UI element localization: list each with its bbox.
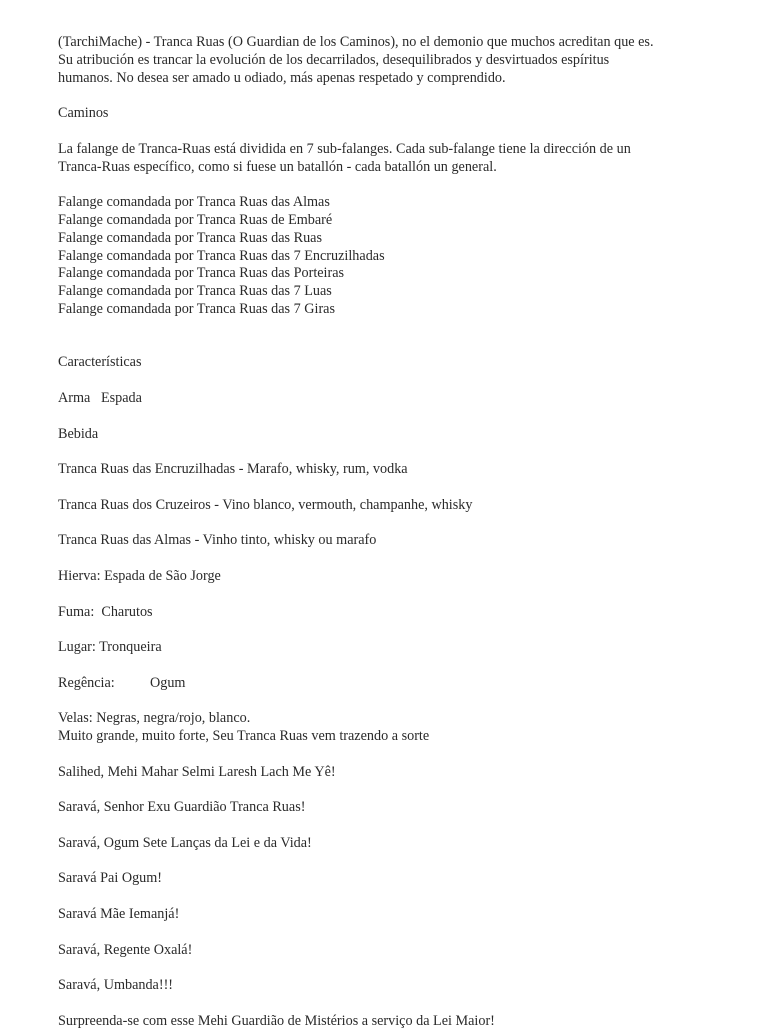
fuma-line: Fuma: Charutos [58, 603, 153, 620]
intro-line: (TarchiMache) - Tranca Ruas (O Guardian de los Caminos), no el demonio que muchos acreditan que es. [58, 34, 654, 50]
falange-list [58, 194, 738, 319]
bebida-heading: Bebida [58, 425, 99, 442]
regencia-line [58, 675, 738, 693]
velas-line: Velas: Negras, negra/rojo, blanco. [58, 710, 251, 727]
arma-line: Arma Espada [58, 389, 142, 406]
intro-paragraph [58, 34, 738, 87]
caminos-description-line: Tranca-Ruas específico, como si fuese un batallón - cada batallón un general. [58, 158, 497, 175]
bebida-item: Tranca Ruas das Almas - Vinho tinto, whisky ou marafo [58, 532, 377, 549]
bebida-item: Tranca Ruas das Encruzilhadas - Marafo, whisky, rum, vodka [58, 461, 408, 478]
falange-item: Falange comandada por Tranca Ruas das Almas [58, 194, 330, 211]
saludo-line: Surpreenda-se com esse Mehi Guardião de Mistérios a serviço da Lei Maior! [58, 1012, 495, 1029]
falange-item: Falange comandada por Tranca Ruas das 7 Luas [58, 283, 332, 300]
hierva-line: Hierva: Espada de São Jorge [58, 567, 221, 584]
falange-item: Falange comandada por Tranca Ruas das Ruas [58, 229, 322, 246]
intro-line: Su atribución es trancar la evolución de los decarrilados, desequilibrados y desvirtuados espíritus [58, 51, 610, 68]
saludo-line: Saravá Mãe Iemanjá! [58, 906, 180, 923]
regencia-value: Ogum [150, 674, 186, 691]
caminos-description [58, 141, 738, 177]
saludo-line: Saravá, Ogum Sete Lanças da Lei e da Vida! [58, 834, 312, 851]
falange-item: Falange comandada por Tranca Ruas das Porteiras [58, 265, 345, 282]
falange-item: Falange comandada por Tranca Ruas das 7 Encruzilhadas [58, 247, 385, 264]
caracteristicas-heading: Características [58, 354, 142, 371]
velas-extra-line: Muito grande, muito forte, Seu Tranca Ruas vem trazendo a sorte [58, 728, 430, 745]
caminos-heading: Caminos [58, 105, 109, 122]
intro-line: humanos. No desea ser amado u odiado, más apenas respetado y comprendido. [58, 69, 506, 86]
saludo-line: Salihed, Mehi Mahar Selmi Laresh Lach Me Yê! [58, 763, 336, 780]
caminos-description-line: La falange de Tranca-Ruas está dividida en 7 sub-falanges. Cada sub-falange tiene la dirección de un [58, 140, 631, 157]
document-page [58, 34, 738, 1031]
falange-item: Falange comandada por Tranca Ruas de Embaré [58, 211, 333, 228]
saludo-line: Saravá, Regente Oxalá! [58, 941, 193, 958]
saludo-line: Saravá, Umbanda!!! [58, 977, 174, 994]
saludo-line: Saravá Pai Ogum! [58, 870, 163, 887]
bebida-item: Tranca Ruas dos Cruzeiros - Vino blanco, vermouth, champanhe, whisky [58, 496, 473, 513]
saludo-line: Saravá, Senhor Exu Guardião Tranca Ruas! [58, 799, 306, 816]
regencia-label: Regência: [58, 674, 115, 691]
velas-paragraph [58, 710, 738, 746]
falange-item: Falange comandada por Tranca Ruas das 7 Giras [58, 300, 335, 317]
lugar-line: Lugar: Tronqueira [58, 639, 162, 656]
